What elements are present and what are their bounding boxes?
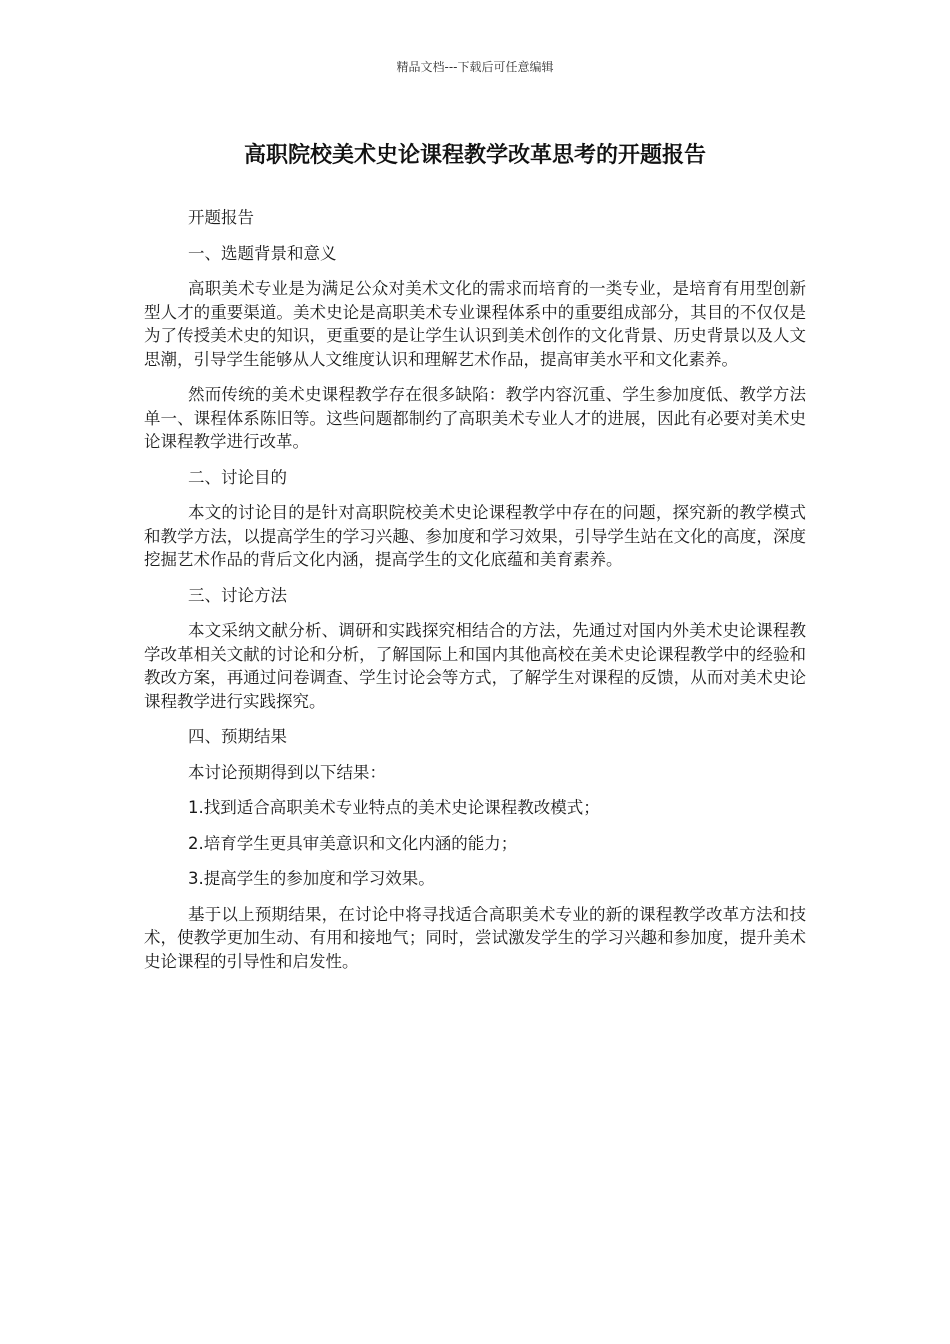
- paragraph-problems: 然而传统的美术史课程教学存在很多缺陷：教学内容沉重、学生参加度低、教学方法单一、课程体系陈旧等。这些问题都制约了高职美术专业人才的进展，因此有必要对美术史论课程教学进行改革。: [144, 385, 806, 451]
- list-item-result-3: 3.提高学生的参加度和学习效果。: [188, 869, 435, 888]
- paragraph-background: 高职美术专业是为满足公众对美术文化的需求而培育的一类专业，是培育有用型创新型人才的重要渠道。美术史论是高职美术专业课程体系中的重要组成部分，其目的不仅仅是为了传授美术史的知识，更重要的是让学生认识到美术创作的文化背景、历史背景以及人文思潮，引导学生能够从人文维度认识和理解艺术作品，提高审美水平和文化素养。: [144, 279, 806, 369]
- section-heading-background: 一、选题背景和意义: [188, 243, 337, 263]
- header-note: 精品文档---下载后可任意编辑: [396, 60, 554, 74]
- document-body: [144, 206, 806, 985]
- paragraph-results-intro: 本讨论预期得到以下结果：: [188, 762, 386, 782]
- section-heading-purpose: 二、讨论目的: [188, 467, 287, 487]
- paragraph-method: 本文采纳文献分析、调研和实践探究相结合的方法，先通过对国内外美术史论课程教学改革相关文献的讨论和分析，了解国际上和国内其他高校在美术史论课程教学中的经验和教改方案，再通过问卷调查、学生讨论会等方式，了解学生对课程的反馈，从而对美术史论课程教学进行实践探究。: [144, 621, 806, 711]
- paragraph-conclusion: 基于以上预期结果，在讨论中将寻找适合高职美术专业的新的课程教学改革方法和技术，使教学更加生动、有用和接地气；同时，尝试激发学生的学习兴趣和参加度，提升美术史论课程的引导性和启发性。: [144, 904, 806, 971]
- paragraph-purpose: 本文的讨论目的是针对高职院校美术史论课程教学中存在的问题，探究新的教学模式和教学方法，以提高学生的学习兴趣、参加度和学习效果，引导学生站在文化的高度，深度挖掘艺术作品的背后文化内涵，提高学生的文化底蕴和美育素养。: [144, 503, 806, 569]
- section-heading-method: 三、讨论方法: [188, 585, 287, 605]
- document-title: 高职院校美术史论课程教学改革思考的开题报告: [243, 143, 706, 168]
- section-heading-results: 四、预期结果: [188, 727, 287, 746]
- paragraph-report-label: 开题报告: [188, 208, 254, 227]
- list-item-result-1: 1.找到适合高职美术专业特点的美术史论课程教改模式；: [188, 798, 600, 817]
- list-item-result-2: 2.培育学生更具审美意识和文化内涵的能力；: [188, 833, 518, 853]
